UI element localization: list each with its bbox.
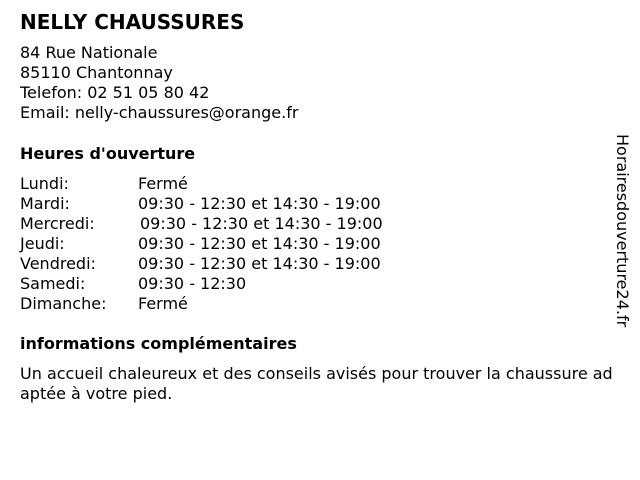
hours-time: Fermé (138, 294, 188, 313)
business-name: NELLY CHAUSSURES (20, 10, 245, 34)
hours-day: Mardi: (20, 194, 70, 213)
hours-day: Jeudi: (20, 234, 65, 253)
hours-time: 09:30 - 12:30 (138, 274, 247, 293)
hours-time: 09:30 - 12:30 et 14:30 - 19:00 (138, 234, 381, 253)
hours-day: Mercredi: (20, 214, 95, 233)
city-address: 85110 Chantonnay (20, 63, 173, 82)
hours-day: Vendredi: (20, 254, 96, 273)
hours-time: Fermé (138, 174, 188, 193)
site-watermark: Horairesdouverture24.fr (613, 134, 632, 328)
opening-hours-heading: Heures d'ouverture (20, 144, 196, 163)
hours-time: 09:30 - 12:30 et 14:30 - 19:00 (138, 194, 381, 213)
hours-day: Samedi: (20, 274, 86, 293)
street-address: 84 Rue Nationale (20, 43, 158, 62)
contact-block (20, 43, 298, 123)
hours-day: Dimanche: (20, 294, 107, 313)
additional-info-text: Un accueil chaleureux et des conseils avisés pour trouver la chaussure adaptée à votre pied. (20, 364, 613, 403)
hours-day: Lundi: (20, 174, 69, 193)
hours-time: 09:30 - 12:30 et 14:30 - 19:00 (140, 214, 383, 233)
additional-info-heading: informations complémentaires (20, 334, 297, 353)
email-address: Email: nelly-chaussures@orange.fr (20, 103, 299, 122)
phone-number: Telefon: 02 51 05 80 42 (20, 83, 210, 102)
hours-time: 09:30 - 12:30 et 14:30 - 19:00 (138, 254, 381, 273)
